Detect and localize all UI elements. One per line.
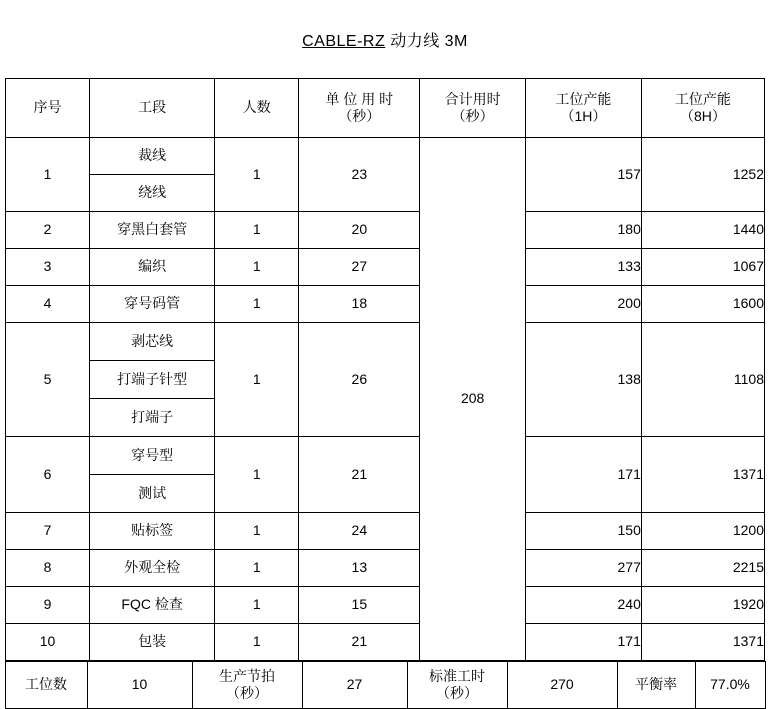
header-unit-time <box>299 79 420 138</box>
summary-row <box>5 662 765 709</box>
cell-section: 穿号型 <box>90 437 215 475</box>
cell-unit-time: 26 <box>299 323 420 437</box>
cell-unit-time: 27 <box>299 249 420 286</box>
cell-section: 包装 <box>90 624 215 661</box>
cell-seq: 10 <box>6 624 90 661</box>
title-underlined-part: CABLE-RZ <box>302 32 386 50</box>
cell-seq: 7 <box>6 513 90 550</box>
cell-capacity-1h: 171 <box>525 624 641 661</box>
table-row <box>6 437 765 475</box>
cell-seq: 6 <box>6 437 90 513</box>
label-takt-line2: （秒） <box>226 685 268 701</box>
label-standard-hours <box>407 662 507 709</box>
cell-capacity-8h: 1252 <box>641 138 764 212</box>
cell-unit-time: 13 <box>299 550 420 587</box>
cell-total-time: 208 <box>420 138 526 661</box>
header-total-time-line2: （秒） <box>451 108 494 124</box>
cell-unit-time: 24 <box>299 513 420 550</box>
cell-capacity-8h: 1920 <box>641 587 764 624</box>
cell-capacity-8h: 1371 <box>641 437 764 513</box>
table-row <box>6 138 765 175</box>
cell-section: 裁线 <box>90 138 215 175</box>
cell-capacity-8h: 1371 <box>641 624 764 661</box>
cell-capacity-1h: 138 <box>525 323 641 437</box>
cell-seq: 3 <box>6 249 90 286</box>
cell-unit-time: 15 <box>299 587 420 624</box>
header-seq: 序号 <box>6 79 90 138</box>
header-capacity-1h <box>525 79 641 138</box>
header-capacity-8h-line2: （8H） <box>679 108 726 124</box>
process-table <box>5 78 765 661</box>
cell-people: 1 <box>215 249 299 286</box>
label-standard-hours-line2: （秒） <box>436 685 478 701</box>
cell-section: 贴标签 <box>90 513 215 550</box>
cell-seq: 2 <box>6 212 90 249</box>
header-unit-time-line1: 单 位 用 时 <box>325 90 394 107</box>
cell-section: 穿黑白套管 <box>90 212 215 249</box>
cell-seq: 8 <box>6 550 90 587</box>
cell-capacity-1h: 240 <box>525 587 641 624</box>
cell-capacity-8h: 2215 <box>641 550 764 587</box>
cell-capacity-1h: 157 <box>525 138 641 212</box>
summary-table <box>5 661 766 709</box>
label-takt <box>192 662 302 709</box>
header-people: 人数 <box>215 79 299 138</box>
cell-section: 打端子针型 <box>90 361 215 399</box>
header-total-time-line1: 合计用时 <box>444 90 501 107</box>
cell-seq: 9 <box>6 587 90 624</box>
title-rest-part: 动力线 3M <box>385 32 468 50</box>
label-standard-hours-line1: 标准工时 <box>429 668 485 685</box>
document-title-area <box>0 0 770 78</box>
cell-seq: 1 <box>6 138 90 212</box>
value-balance-rate: 77.0% <box>695 662 765 709</box>
cell-section: 外观全检 <box>90 550 215 587</box>
header-unit-time-line2: （秒） <box>338 108 381 124</box>
table-header-row <box>6 79 765 138</box>
cell-section: 打端子 <box>90 399 215 437</box>
header-capacity-1h-line1: 工位产能 <box>555 90 612 107</box>
cell-capacity-8h: 1067 <box>641 249 764 286</box>
table-row <box>6 624 765 661</box>
cell-seq: 4 <box>6 286 90 323</box>
cell-people: 1 <box>215 138 299 212</box>
cell-section: FQC 检查 <box>90 587 215 624</box>
cell-section: 编织 <box>90 249 215 286</box>
table-row <box>6 587 765 624</box>
cell-section: 绕线 <box>90 175 215 212</box>
header-capacity-8h <box>641 79 764 138</box>
cell-seq: 5 <box>6 323 90 437</box>
page-title <box>302 28 468 51</box>
table-row <box>6 513 765 550</box>
cell-capacity-8h: 1440 <box>641 212 764 249</box>
table-row <box>6 212 765 249</box>
cell-section: 穿号码管 <box>90 286 215 323</box>
cell-people: 1 <box>215 323 299 437</box>
label-stations: 工位数 <box>5 662 87 709</box>
table-row <box>6 249 765 286</box>
table-row <box>6 550 765 587</box>
cell-section: 测试 <box>90 475 215 513</box>
cell-capacity-1h: 277 <box>525 550 641 587</box>
cell-capacity-1h: 171 <box>525 437 641 513</box>
cell-people: 1 <box>215 286 299 323</box>
cell-unit-time: 21 <box>299 437 420 513</box>
cell-people: 1 <box>215 550 299 587</box>
cell-unit-time: 21 <box>299 624 420 661</box>
cell-capacity-8h: 1600 <box>641 286 764 323</box>
header-capacity-8h-line1: 工位产能 <box>674 90 731 107</box>
header-capacity-1h-line2: （1H） <box>560 108 607 124</box>
cell-section: 剥芯线 <box>90 323 215 361</box>
cell-people: 1 <box>215 624 299 661</box>
table-row <box>6 286 765 323</box>
cell-people: 1 <box>215 437 299 513</box>
value-standard-hours: 270 <box>507 662 617 709</box>
cell-capacity-8h: 1200 <box>641 513 764 550</box>
value-stations: 10 <box>87 662 192 709</box>
cell-people: 1 <box>215 513 299 550</box>
value-takt: 27 <box>302 662 407 709</box>
cell-unit-time: 18 <box>299 286 420 323</box>
cell-capacity-1h: 180 <box>525 212 641 249</box>
table-row <box>6 323 765 361</box>
header-total-time <box>420 79 526 138</box>
cell-capacity-1h: 200 <box>525 286 641 323</box>
cell-people: 1 <box>215 212 299 249</box>
cell-capacity-1h: 133 <box>525 249 641 286</box>
label-takt-line1: 生产节拍 <box>219 668 275 685</box>
label-balance-rate: 平衡率 <box>617 662 695 709</box>
cell-unit-time: 20 <box>299 212 420 249</box>
cell-people: 1 <box>215 587 299 624</box>
header-section: 工段 <box>90 79 215 138</box>
cell-capacity-8h: 1108 <box>641 323 764 437</box>
cell-capacity-1h: 150 <box>525 513 641 550</box>
cell-unit-time: 23 <box>299 138 420 212</box>
